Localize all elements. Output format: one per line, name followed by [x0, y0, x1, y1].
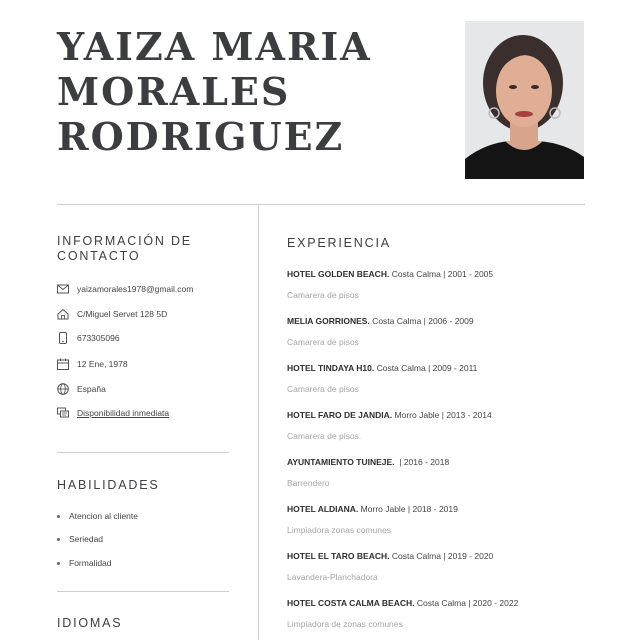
contact-birthdate [57, 356, 128, 372]
job-entry [287, 598, 607, 630]
languages-section-title: IDIOMAS [57, 616, 123, 630]
job-details: | 2016 - 2018 [394, 457, 450, 467]
profile-photo [465, 21, 584, 179]
job-entry [287, 457, 607, 489]
skills-section-title: HABILIDADES [57, 478, 160, 492]
calendar-icon [57, 358, 69, 370]
name-line-2: MORALES [57, 69, 291, 114]
job-header [287, 551, 607, 562]
contact-country-text: España [77, 384, 106, 394]
job-header [287, 598, 607, 609]
contact-availability[interactable] [57, 405, 169, 421]
contact-country [57, 381, 106, 397]
job-details: Costa Calma | 2006 - 2009 [369, 316, 474, 326]
job-details: Morro Jable | 2018 - 2019 [358, 504, 458, 514]
bullet-icon [57, 562, 60, 565]
job-entry [287, 504, 607, 536]
job-header [287, 504, 607, 515]
contact-address [57, 306, 167, 322]
job-role: Camarera de pisos [287, 337, 359, 347]
job-role: Camarera de pisos. [287, 431, 362, 441]
job-role: Limpiadora zonas comunes [287, 525, 391, 535]
job-entry [287, 410, 607, 442]
job-header [287, 316, 607, 327]
job-details: Morro Jable | 2013 - 2014 [392, 410, 492, 420]
resume-name [57, 24, 437, 159]
header-divider [57, 204, 585, 205]
contact-email[interactable] [57, 281, 193, 297]
job-company: HOTEL EL TARO BEACH. [287, 551, 390, 561]
contact-phone-text: 673305096 [77, 333, 120, 343]
job-company: HOTEL ALDIANA. [287, 504, 359, 514]
job-details: Costa Calma | 2020 - 2022 [414, 598, 519, 608]
skill-item [57, 534, 103, 544]
job-details: Costa Calma | 2009 - 2011 [374, 363, 478, 373]
job-company: HOTEL COSTA CALMA BEACH. [287, 598, 415, 608]
mail-icon [57, 283, 69, 295]
contact-section-title: INFORMACIÓN DE CONTACTO [57, 234, 192, 263]
name-line-3: RODRIGUEZ [57, 114, 345, 159]
skill-text: Formalidad [69, 558, 112, 568]
job-role: Camarera de pisos [287, 290, 359, 300]
column-divider [258, 204, 259, 640]
job-company: HOTEL GOLDEN BEACH. [287, 269, 390, 279]
job-header [287, 457, 607, 468]
job-entry [287, 363, 607, 395]
job-company: MELIA GORRIONES. [287, 316, 370, 326]
job-company: AYUNTAMIENTO TUINEJE. [287, 457, 395, 467]
job-company: HOTEL FARO DE JANDIA. [287, 410, 393, 420]
job-role: Lavandera-Planchadora [287, 572, 378, 582]
job-entry [287, 269, 607, 301]
chat-icon [57, 407, 69, 419]
skill-text: Seriedad [69, 534, 104, 544]
contact-divider [57, 452, 229, 453]
job-header [287, 363, 607, 374]
job-header [287, 269, 607, 280]
job-details: Costa Calma | 2001 - 2005 [389, 269, 494, 279]
skill-item [57, 511, 138, 521]
skill-text: Atencion al cliente [69, 511, 138, 521]
bullet-icon [57, 538, 60, 541]
contact-phone[interactable] [57, 330, 120, 346]
contact-email-text: yaizamorales1978@gmail.com [77, 284, 194, 294]
experience-section-title: EXPERIENCIA [287, 236, 391, 250]
contact-birthdate-text: 12 Ene, 1978 [77, 359, 128, 369]
job-role: Limpiadora de zonas comunes [287, 619, 403, 629]
home-icon [57, 308, 69, 320]
name-line-1: YAIZA MARIA [57, 24, 372, 69]
job-header [287, 410, 607, 421]
job-role: Camarera de pisos [287, 384, 359, 394]
contact-address-text: C/Miguel Servet 128 5D [77, 309, 168, 319]
job-entry [287, 316, 607, 348]
skill-item [57, 558, 112, 568]
skills-divider [57, 591, 229, 592]
job-company: HOTEL TINDAYA H10. [287, 363, 375, 373]
job-details: Costa Calma | 2019 - 2020 [389, 551, 494, 561]
bullet-icon [57, 515, 60, 518]
phone-icon [57, 332, 69, 344]
job-role: Barrendero [287, 478, 330, 488]
contact-availability-text: Disponibilidad inmediata [77, 408, 170, 418]
job-entry [287, 551, 607, 583]
globe-icon [57, 383, 69, 395]
